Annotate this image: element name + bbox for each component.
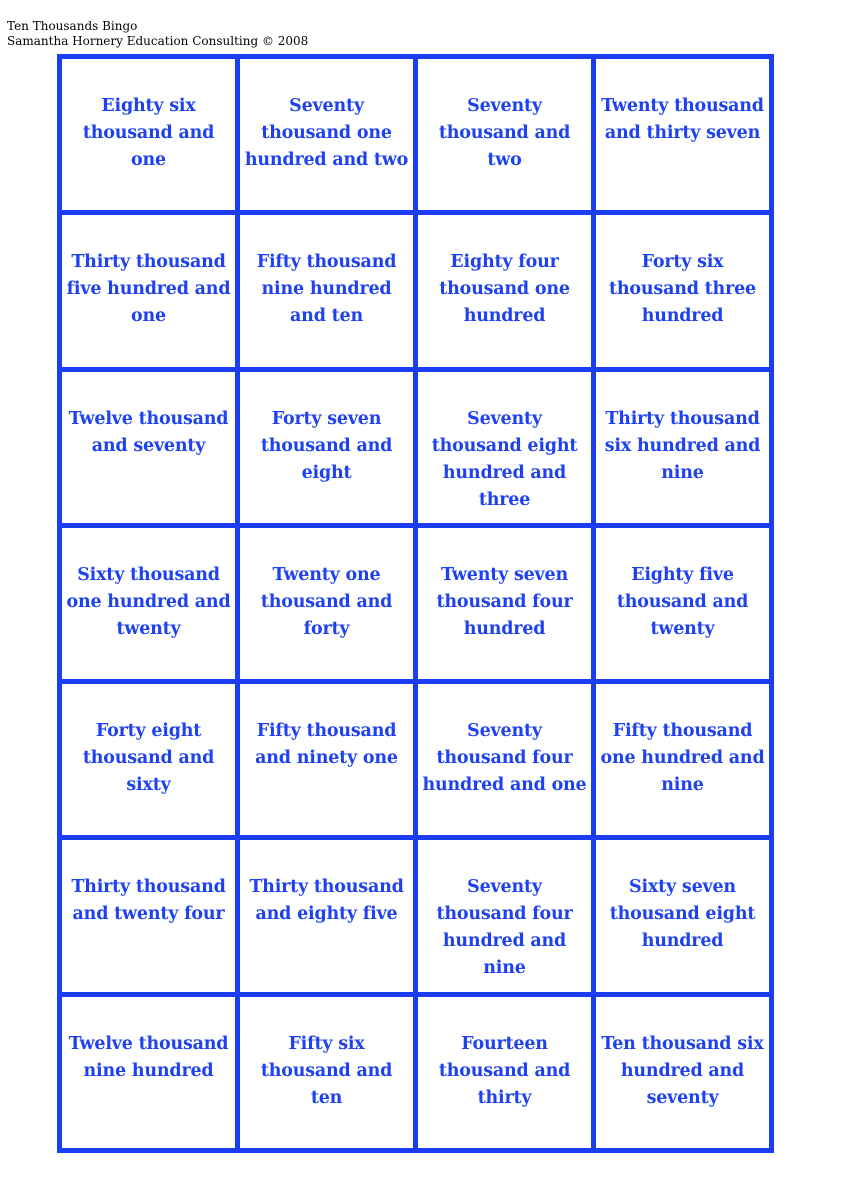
cell-label: Seventy thousand and two: [438, 96, 571, 170]
bingo-cell: [596, 528, 769, 679]
cell-label: Eighty four thousand one hundred: [439, 252, 570, 327]
cell-label: Forty six thousand three hundred: [609, 252, 756, 327]
cell-label: Thirty thousand five hundred and one: [66, 252, 231, 327]
bingo-cell: [62, 684, 235, 835]
bingo-cell: [62, 215, 235, 366]
cell-label: Fifty thousand nine hundred and ten: [256, 252, 397, 327]
page-title: Ten Thousands Bingo: [7, 19, 138, 33]
cell-label: Fifty six thousand and ten: [260, 1033, 393, 1108]
cell-label: Seventy thousand one hundred and two: [244, 96, 409, 170]
bingo-cell: [418, 528, 591, 679]
cell-label: Eighty six thousand and one: [82, 96, 215, 170]
bingo-cell: [240, 215, 413, 366]
cell-label: Twelve thousand and seventy: [68, 408, 229, 456]
cell-label: Fourteen thousand and thirty: [438, 1033, 571, 1108]
bingo-cell: [418, 215, 591, 366]
cell-label: Thirty thousand and twenty four: [71, 877, 226, 925]
bingo-cell: [596, 997, 769, 1148]
bingo-cell: [240, 840, 413, 991]
cell-label: Fifty thousand one hundred and nine: [600, 721, 765, 796]
bingo-cell: [240, 528, 413, 679]
bingo-cell: [418, 372, 591, 523]
bingo-cell: [418, 840, 591, 991]
bingo-cell: [596, 840, 769, 991]
bingo-cell: [240, 997, 413, 1148]
bingo-cell: [240, 59, 413, 210]
cell-label: Seventy thousand four hundred and one: [422, 721, 587, 796]
cell-label: Thirty thousand and eighty five: [249, 877, 404, 925]
cell-label: Sixty seven thousand eight hundred: [609, 877, 756, 952]
bingo-cell: [596, 215, 769, 366]
bingo-cell: [62, 372, 235, 523]
bingo-cell: [596, 59, 769, 210]
page-header: [7, 19, 308, 49]
cell-label: Ten thousand six hundred and seventy: [601, 1033, 764, 1108]
bingo-cell: [240, 684, 413, 835]
cell-label: Forty seven thousand and eight: [260, 408, 393, 483]
cell-label: Twenty one thousand and forty: [260, 564, 393, 639]
bingo-cell: [62, 59, 235, 210]
bingo-cell: [62, 840, 235, 991]
bingo-cell: [418, 997, 591, 1148]
cell-label: Eighty five thousand and twenty: [616, 564, 749, 639]
cell-label: Twenty seven thousand four hundred: [436, 564, 573, 639]
cell-label: Sixty thousand one hundred and twenty: [66, 564, 231, 639]
bingo-cell: [418, 59, 591, 210]
bingo-cell: [62, 997, 235, 1148]
credit-line: Samantha Hornery Education Consulting © 2008: [7, 34, 309, 48]
cell-label: Fifty thousand and ninety one: [255, 721, 398, 769]
cell-label: Seventy thousand four hundred and nine: [436, 877, 573, 979]
cell-label: Twenty thousand and thirty seven: [601, 96, 764, 143]
bingo-cell: [596, 372, 769, 523]
cell-label: Forty eight thousand and sixty: [82, 721, 215, 796]
bingo-cell: [240, 372, 413, 523]
cell-label: Thirty thousand six hundred and nine: [604, 408, 761, 483]
bingo-board: [57, 54, 774, 1153]
bingo-cell: [62, 528, 235, 679]
cell-label: Twelve thousand nine hundred: [68, 1033, 229, 1081]
cell-label: Seventy thousand eight hundred and three: [431, 408, 578, 510]
bingo-cell: [596, 684, 769, 835]
bingo-cell: [418, 684, 591, 835]
